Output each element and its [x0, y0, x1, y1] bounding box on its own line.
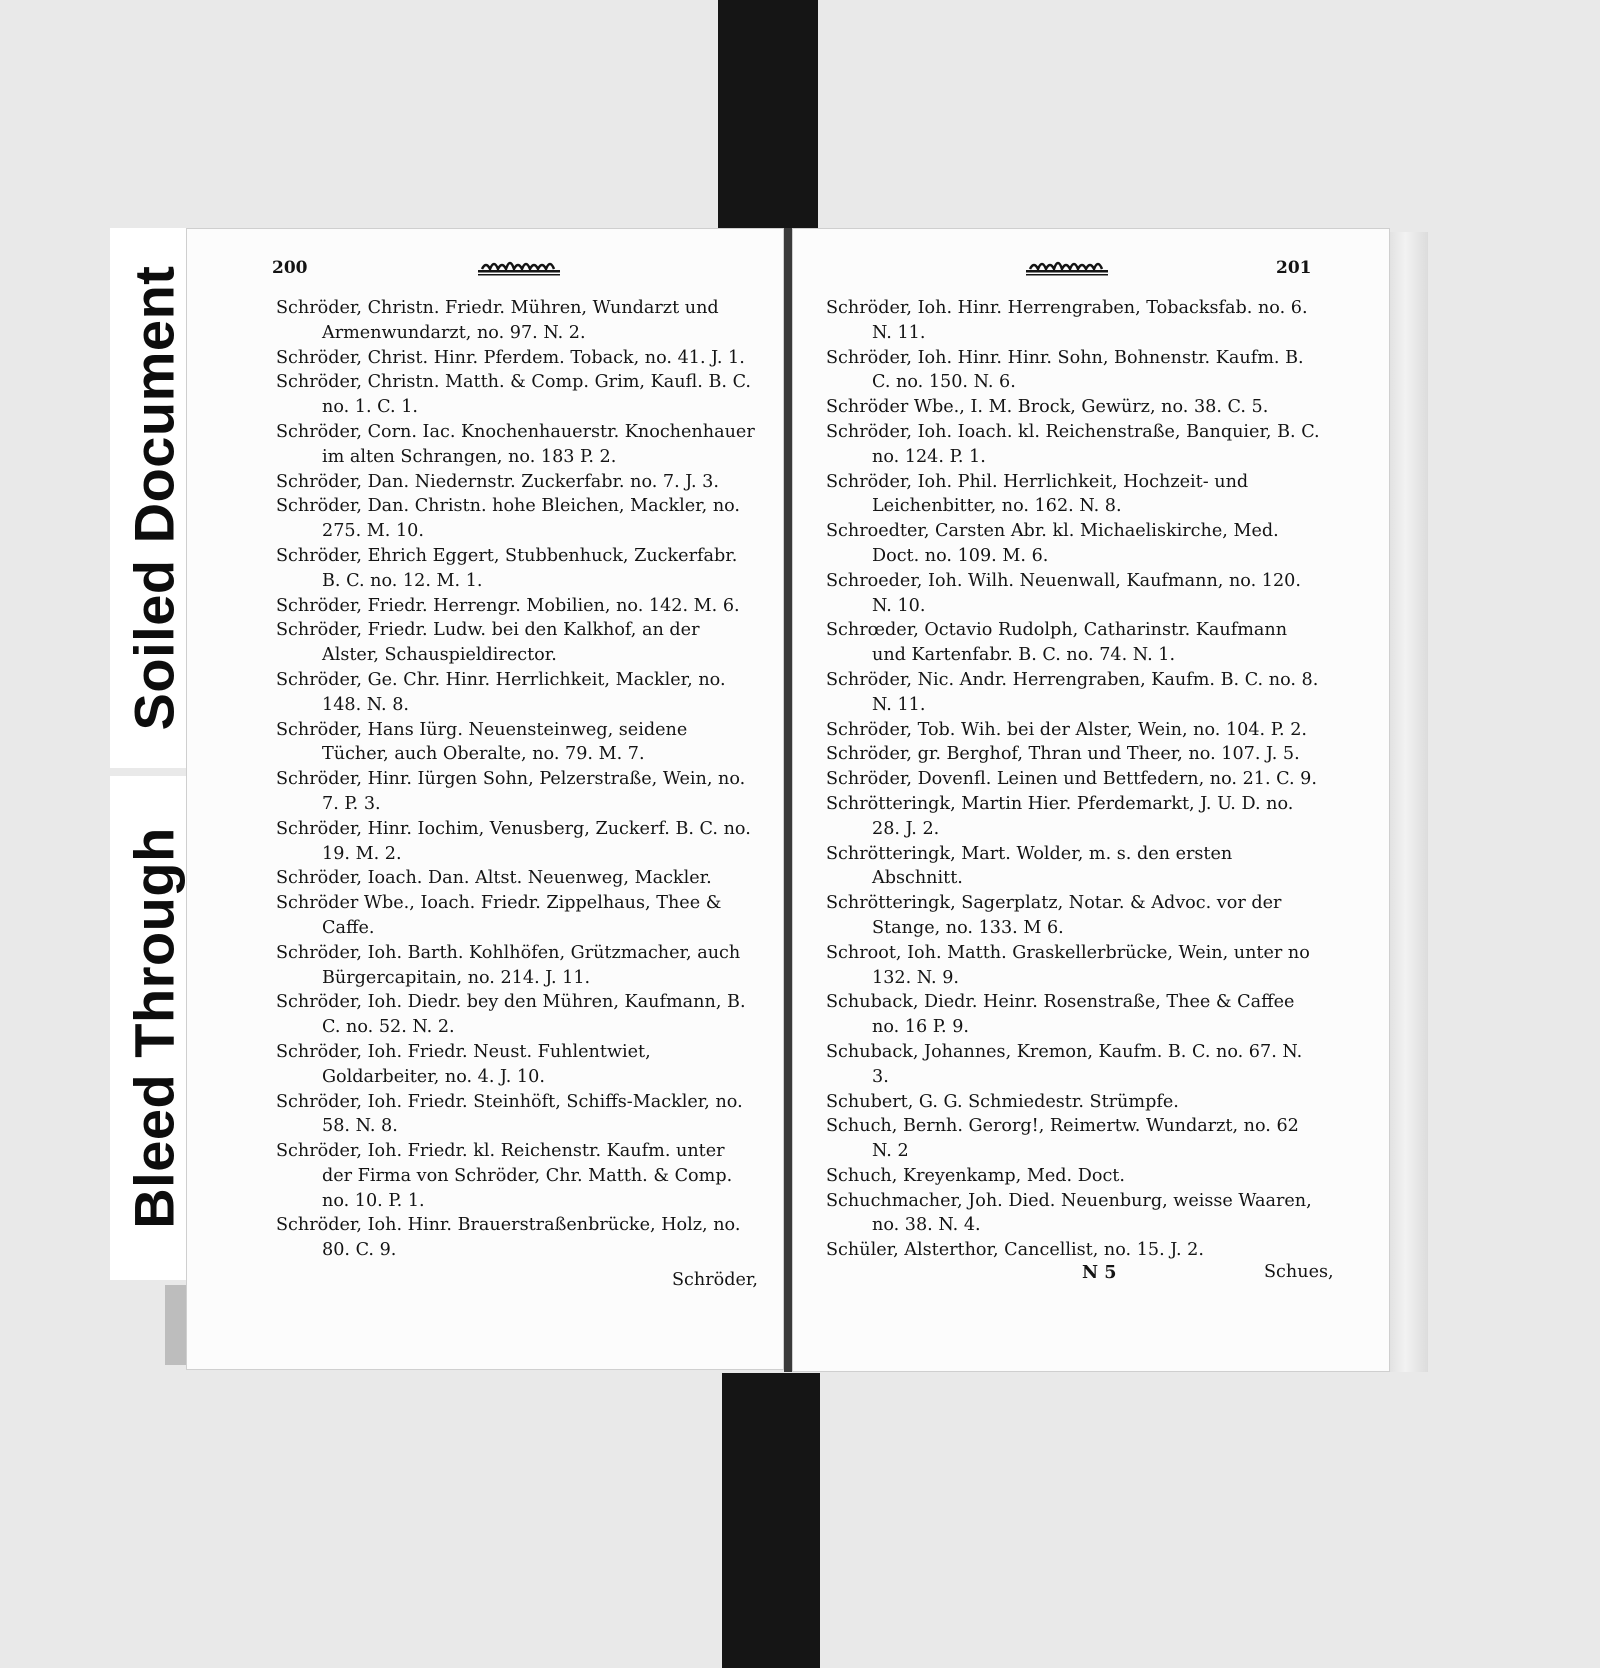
directory-entry: Schröder, Ehrich Eggert, Stubbenhuck, Zuckerfabr. B. C. no. 12. M. 1.: [276, 545, 738, 591]
directory-entry: Schröder, Ioach. Dan. Altst. Neuenweg, Mackler.: [276, 868, 712, 889]
directory-entry: Schröder, Ioh. Friedr. Neust. Fuhlentwiet, Goldarbeiter, no. 4. J. 10.: [276, 1041, 651, 1087]
directory-entry: Schrötteringk, Martin Hier. Pferdemarkt, J. U. D. no. 28. J. 2.: [826, 793, 1294, 839]
directory-entry: Schröder, Ioh. Phil. Herrlichkeit, Hochzeit- und Leichenbitter, no. 162. N. 8.: [826, 471, 1249, 517]
directory-entry: Schrötteringk, Mart. Wolder, m. s. den ersten Abschnitt.: [826, 843, 1233, 889]
directory-entry: Schröder, Hinr. Iochim, Venusberg, Zuckerf. B. C. no. 19. M. 2.: [276, 818, 751, 864]
directory-entry: Schroot, Ioh. Matth. Graskellerbrücke, Wein, unter no 132. N. 9.: [826, 942, 1310, 988]
directory-entry: Schröder, Dan. Niedernstr. Zuckerfabr. no. 7. J. 3.: [276, 471, 719, 492]
ornament-headpiece: [1024, 250, 1110, 278]
binding-strap-bottom: [722, 1373, 820, 1668]
label-bleed-text: Bleed Through: [122, 827, 186, 1229]
directory-entry: Schröder, Ioh. Ioach. kl. Reichenstraße, Banquier, B. C. no. 124. P. 1.: [826, 421, 1320, 467]
directory-entry: Schröder, Christn. Matth. & Comp. Grim, Kaufl. B. C. no. 1. C. 1.: [276, 372, 752, 418]
page-number: 200: [272, 258, 308, 278]
entry-list-left: [276, 296, 758, 1263]
entry-list-right: [826, 296, 1324, 1263]
label-bleed-through: [110, 776, 198, 1280]
directory-entry: Schröder, Nic. Andr. Herrengraben, Kaufm. B. C. no. 8. N. 11.: [826, 669, 1319, 715]
binding-strap-top: [718, 0, 818, 232]
directory-entry: Schröder, Ioh. Hinr. Brauerstraßenbrücke, Holz, no. 80. C. 9.: [276, 1215, 741, 1261]
directory-entry: Schröder, Tob. Wih. bei der Alster, Wein, no. 104. P. 2.: [826, 719, 1307, 740]
book-edge: [1390, 232, 1428, 1372]
directory-entry: Schuback, Johannes, Kremon, Kaufm. B. C. no. 67. N. 3.: [826, 1041, 1303, 1087]
right-page: [792, 228, 1390, 1372]
catchword: Schröder,: [672, 1270, 758, 1290]
directory-entry: Schröder, Christn. Friedr. Mühren, Wundarzt und Armenwundarzt, no. 97. N. 2.: [276, 298, 719, 343]
page-number: 201: [1276, 258, 1312, 278]
directory-entry: Schubert, G. G. Schmiedestr. Strümpfe.: [826, 1091, 1179, 1112]
directory-entry: Schröder Wbe., I. M. Brock, Gewürz, no. 38. C. 5.: [826, 397, 1269, 418]
label-soiled-text: Soiled Document: [122, 265, 186, 731]
signature-mark: N 5: [1082, 1262, 1117, 1283]
directory-entry: Schröder, Ioh. Hinr. Herrengraben, Tobacksfab. no. 6. N. 11.: [826, 298, 1308, 343]
directory-entry: Schröder, Ioh. Barth. Kohlhöfen, Grützmacher, auch Bürgercapitain, no. 214. J. 11.: [276, 942, 741, 988]
directory-entry: Schröder, Ge. Chr. Hinr. Herrlichkeit, Mackler, no. 148. N. 8.: [276, 669, 726, 715]
directory-entry: Schröder, Friedr. Ludw. bei den Kalkhof, an der Alster, Schauspieldirector.: [276, 620, 700, 666]
left-page: [186, 228, 784, 1370]
directory-entry: Schüler, Alsterthor, Cancellist, no. 15. J. 2.: [826, 1240, 1204, 1261]
directory-entry: Schröder, Hans Iürg. Neuensteinweg, seidene Tücher, auch Oberalte, no. 79. M. 7.: [276, 719, 688, 765]
directory-entry: Schröder, Dovenfl. Leinen und Bettfedern, no. 21. C. 9.: [826, 769, 1317, 790]
page-gutter: [784, 228, 792, 1372]
ornament-headpiece: [476, 250, 562, 278]
directory-entry: Schuch, Bernh. Gerorg!, Reimertw. Wundarzt, no. 62 N. 2: [826, 1116, 1299, 1162]
directory-entry: Schröder, Ioh. Hinr. Hinr. Sohn, Bohnenstr. Kaufm. B. C. no. 150. N. 6.: [826, 347, 1304, 393]
directory-entry: Schuch, Kreyenkamp, Med. Doct.: [826, 1165, 1125, 1186]
directory-entry: Schroeder, Ioh. Wilh. Neuenwall, Kaufmann, no. 120. N. 10.: [826, 570, 1301, 616]
label-soiled-document: [110, 228, 198, 768]
directory-entry: Schröder, Ioh. Diedr. bey den Mühren, Kaufmann, B. C. no. 52. N. 2.: [276, 992, 746, 1038]
directory-entry: Schuchmacher, Joh. Died. Neuenburg, weisse Waaren, no. 38. N. 4.: [826, 1190, 1312, 1236]
catchword: Schues,: [1264, 1262, 1334, 1282]
directory-entry: Schröder, Ioh. Friedr. Steinhöft, Schiffs-Mackler, no. 58. N. 8.: [276, 1091, 743, 1137]
directory-entry: Schröder, gr. Berghof, Thran und Theer, no. 107. J. 5.: [826, 744, 1300, 765]
directory-entry: Schroedter, Carsten Abr. kl. Michaeliskirche, Med. Doct. no. 109. M. 6.: [826, 521, 1279, 566]
directory-entry: Schröder, Dan. Christn. hohe Bleichen, Mackler, no. 275. M. 10.: [276, 496, 741, 542]
directory-entry: Schröder, Hinr. Iürgen Sohn, Pelzerstraße, Wein, no. 7. P. 3.: [276, 769, 746, 814]
directory-entry: Schröder Wbe., Ioach. Friedr. Zippelhaus, Thee & Caffe.: [276, 893, 722, 938]
directory-entry: Schrötteringk, Sagerplatz, Notar. & Advoc. vor der Stange, no. 133. M 6.: [826, 893, 1282, 938]
directory-entry: Schrœder, Octavio Rudolph, Catharinstr. Kaufmann und Kartenfabr. B. C. no. 74. N. 1.: [826, 620, 1288, 666]
directory-entry: Schuback, Diedr. Heinr. Rosenstraße, Thee & Caffee no. 16 P. 9.: [826, 992, 1295, 1038]
directory-entry: Schröder, Friedr. Herrengr. Mobilien, no. 142. M. 6.: [276, 595, 740, 616]
directory-entry: Schröder, Ioh. Friedr. kl. Reichenstr. Kaufm. unter der Firma von Schröder, Chr. Matth. & Comp. no. 10. P. 1.: [276, 1141, 733, 1211]
directory-entry: Schröder, Corn. Iac. Knochenhauerstr. Knochenhauer im alten Schrangen, no. 183 P. 2.: [276, 421, 755, 467]
directory-entry: Schröder, Christ. Hinr. Pferdem. Toback, no. 41. J. 1.: [276, 347, 745, 368]
